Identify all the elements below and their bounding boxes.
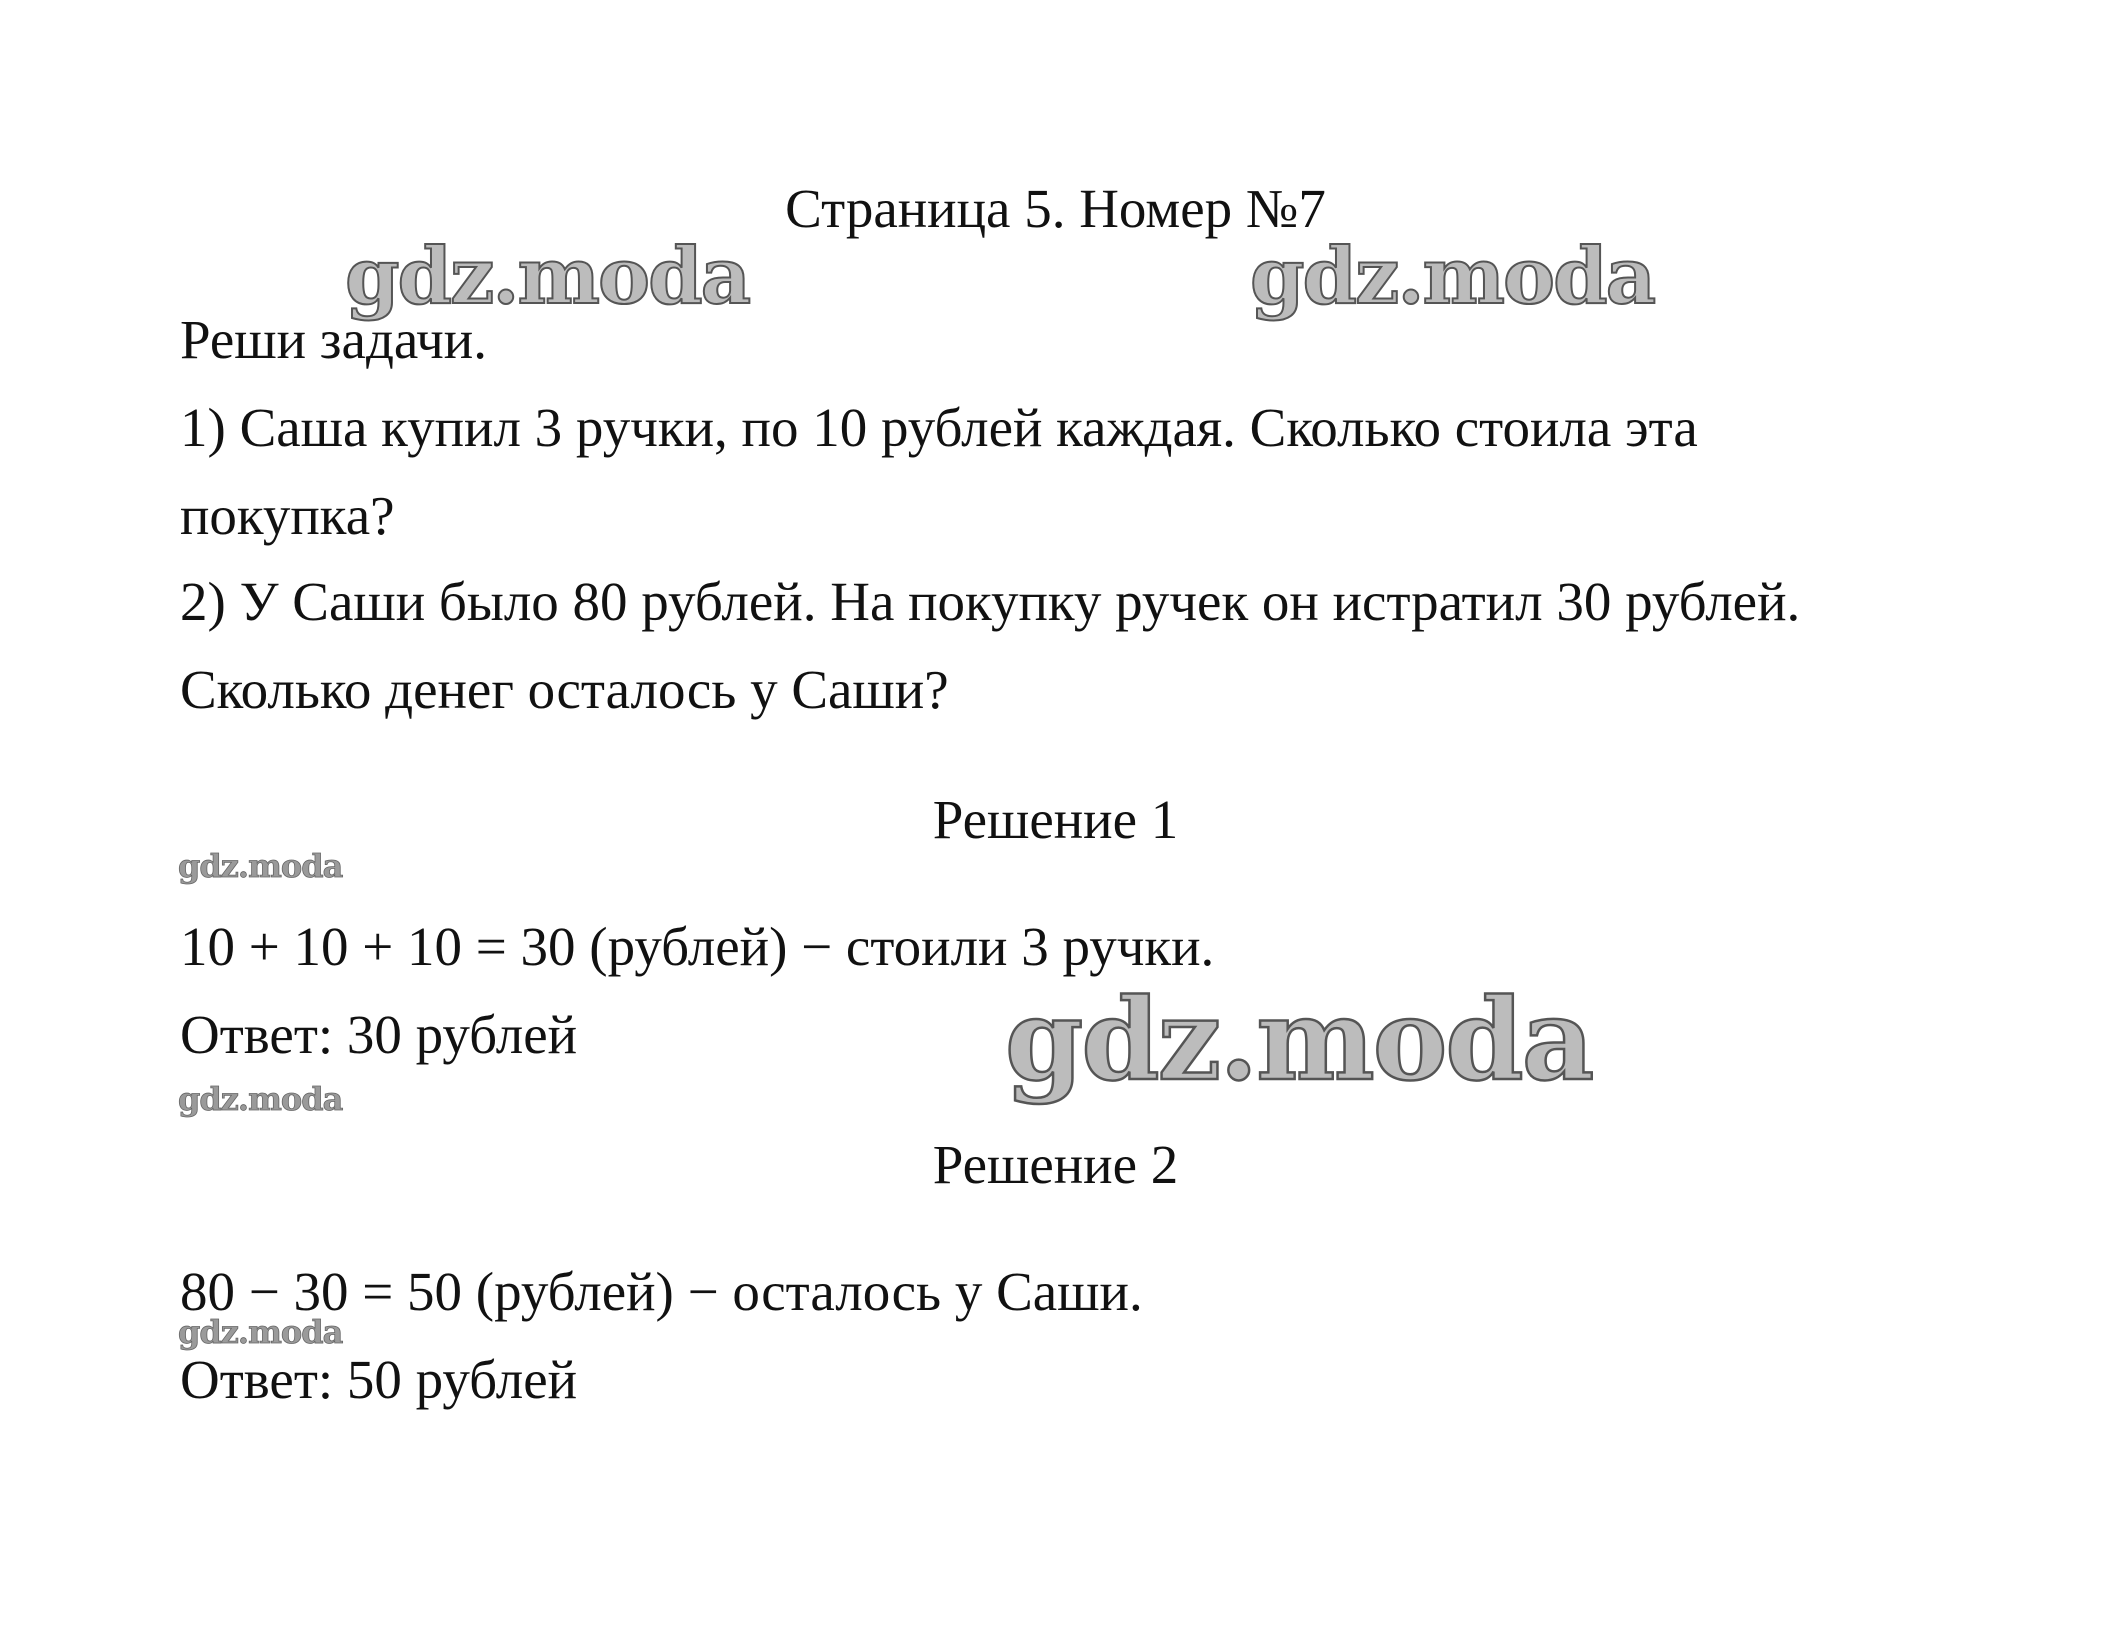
task-intro: Реши задачи. — [180, 309, 487, 370]
watermark-logo: gdz.moda — [178, 1080, 343, 1118]
solution-2-equation: 80 − 30 = 50 (рублей) − осталось у Саши. — [180, 1261, 1143, 1322]
page-title: Страница 5. Номер №7 — [785, 178, 1326, 239]
watermark-logo: gdz.moda — [178, 847, 343, 885]
watermark-logo: gdz.moda — [178, 1313, 343, 1351]
problem-1-line-1: 1) Саша купил 3 ручки, по 10 рублей каждая. Сколько стоила эта — [180, 397, 1698, 458]
watermark-logo: gdz.moda — [1005, 975, 1593, 1106]
solution-2-answer: Ответ: 50 рублей — [180, 1349, 578, 1410]
solution-1-answer: Ответ: 30 рублей — [180, 1004, 578, 1065]
watermark-logo: gdz.moda — [1250, 231, 1655, 322]
watermark-logo: gdz.moda — [345, 231, 750, 322]
problem-2-line-2: Сколько денег осталось у Саши? — [180, 659, 949, 720]
problem-2-line-1: 2) У Саши было 80 рублей. На покупку ручек он истратил 30 рублей. — [180, 571, 1801, 632]
problem-1-line-2: покупка? — [180, 485, 395, 546]
solution-2-heading: Решение 2 — [932, 1134, 1179, 1195]
solution-1-heading: Решение 1 — [932, 789, 1179, 850]
solution-1-equation: 10 + 10 + 10 = 30 (рублей) − стоили 3 ручки. — [180, 916, 1215, 977]
